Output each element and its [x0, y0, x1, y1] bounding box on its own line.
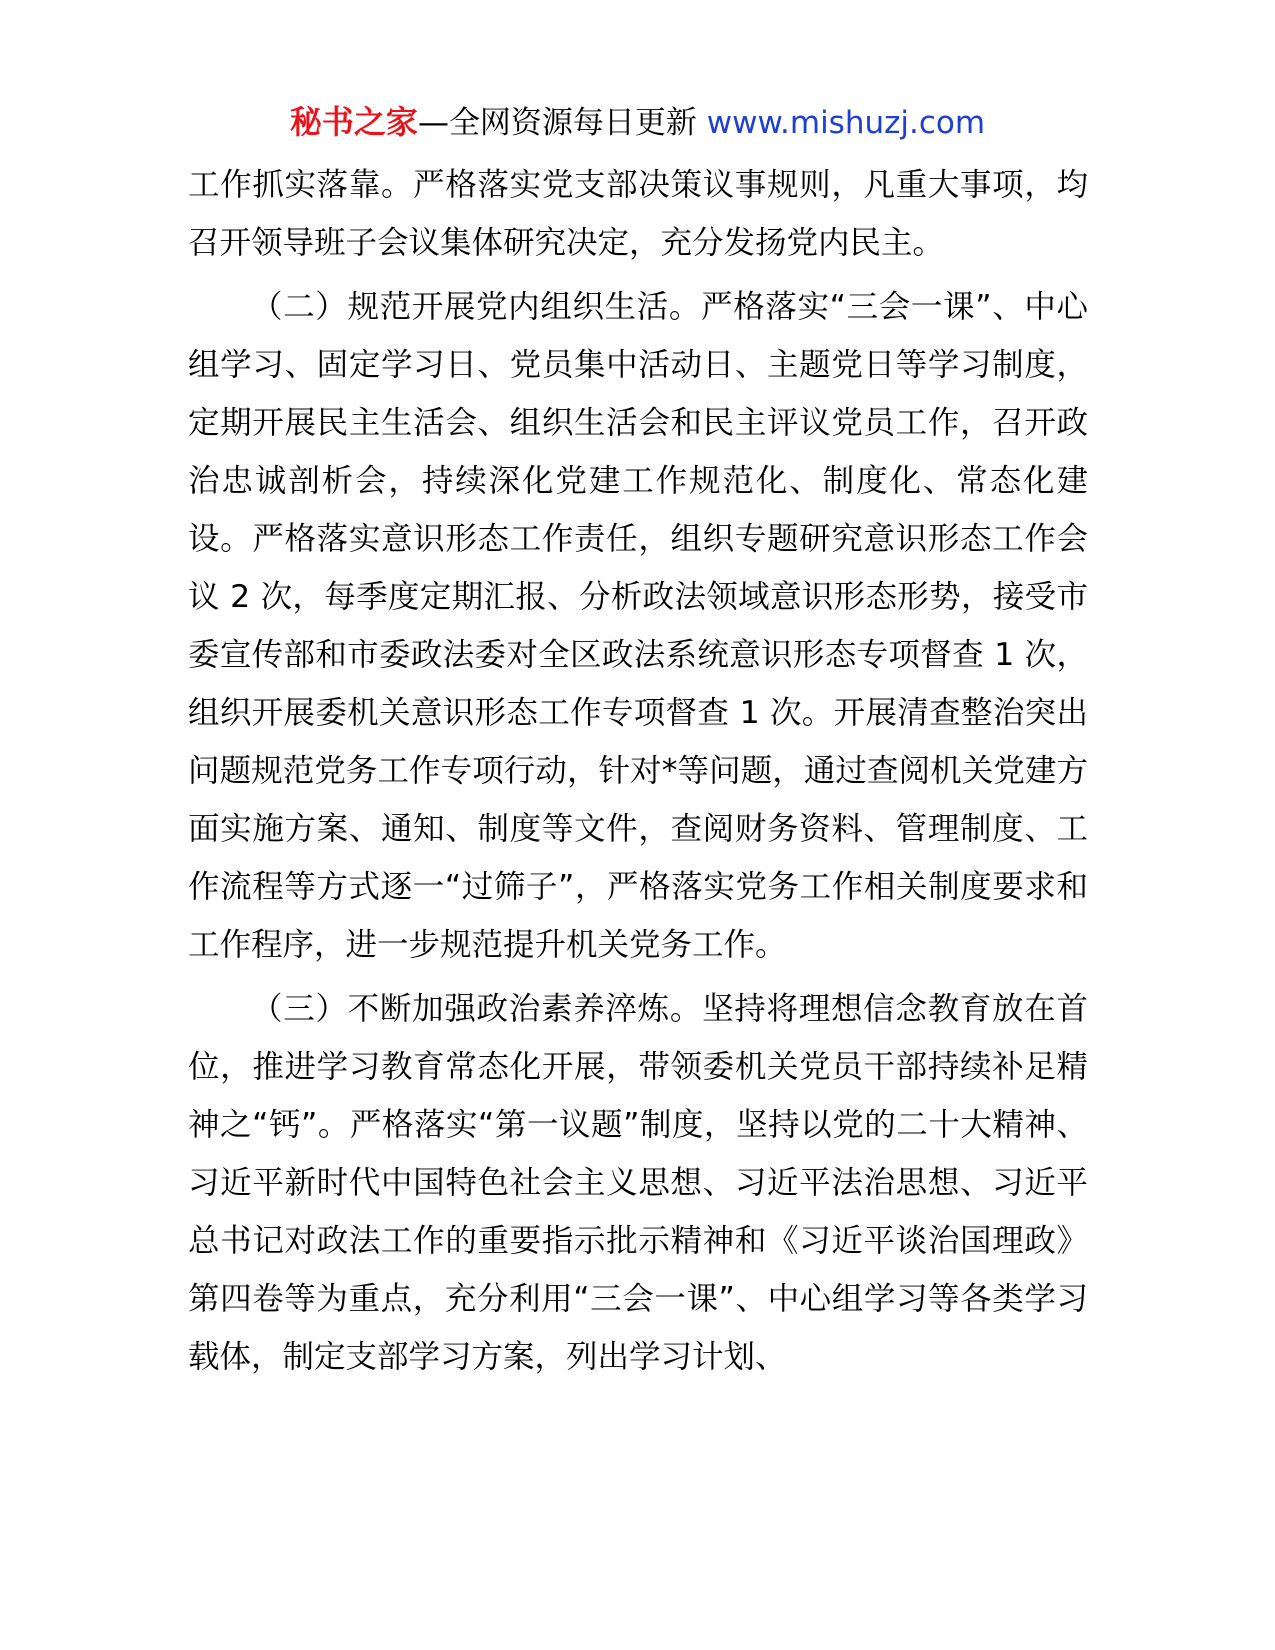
paragraph-section-three: （三）不断加强政治素养淬炼。坚持将理想信念教育放在首位，推进学习教育常态化开展，带领委机关党员干部持续补足精神之“钙”。严格落实“第一议题”制度，坚持以党的二十大精神、习近平新时代中国特色社会主义思想、习近平法治思想、习近平总书记对政法工作的重要指示批示精神和《习近平谈治国理政》第四卷等为重点，充分利用“三会一课”、中心组学习等各类学习载体，制定支部学习方案，列出学习计划、 [188, 991, 1088, 1375]
header-tagline: —全网资源每日更新 [417, 105, 707, 141]
page-header [0, 100, 1275, 145]
paragraph-section-two: （二）规范开展党内组织生活。严格落实“三会一课”、中心组学习、固定学习日、党员集中活动日、主题党日等学习制度，定期开展民主生活会、组织生活会和民主评议党员工作，召开政治忠诚剖析会，持续深化党建工作规范化、制度化、常态化建设。严格落实意识形态工作责任，组织专题研究意识形态工作会议 2 次，每季度定期汇报、分析政法领域意识形态形势，接受市委宣传部和市委政法委对全区政法系统意识形态专项督查 1 次，组织开展委机关意识形态工作专项督查 1 次。开展清查整治突出问题规范党务工作专项行动，针对*等问题，通过查阅机关党建方面实施方案、通知、制度等文件，查阅财务资料、管理制度、工作流程等方式逐一“过筛子”，严格落实党务工作相关制度要求和工作程序，进一步规范提升机关党务工作。 [188, 289, 1088, 963]
website-link[interactable]: www.mishuzj.com [706, 105, 986, 141]
brand-name: 秘书之家 [289, 103, 418, 141]
paragraph-continuation: 工作抓实落靠。严格落实党支部决策议事规则，凡重大事项，均召开领导班子会议集体研究决定，充分发扬党内民主。 [188, 167, 1088, 261]
document-body [188, 156, 1088, 1386]
